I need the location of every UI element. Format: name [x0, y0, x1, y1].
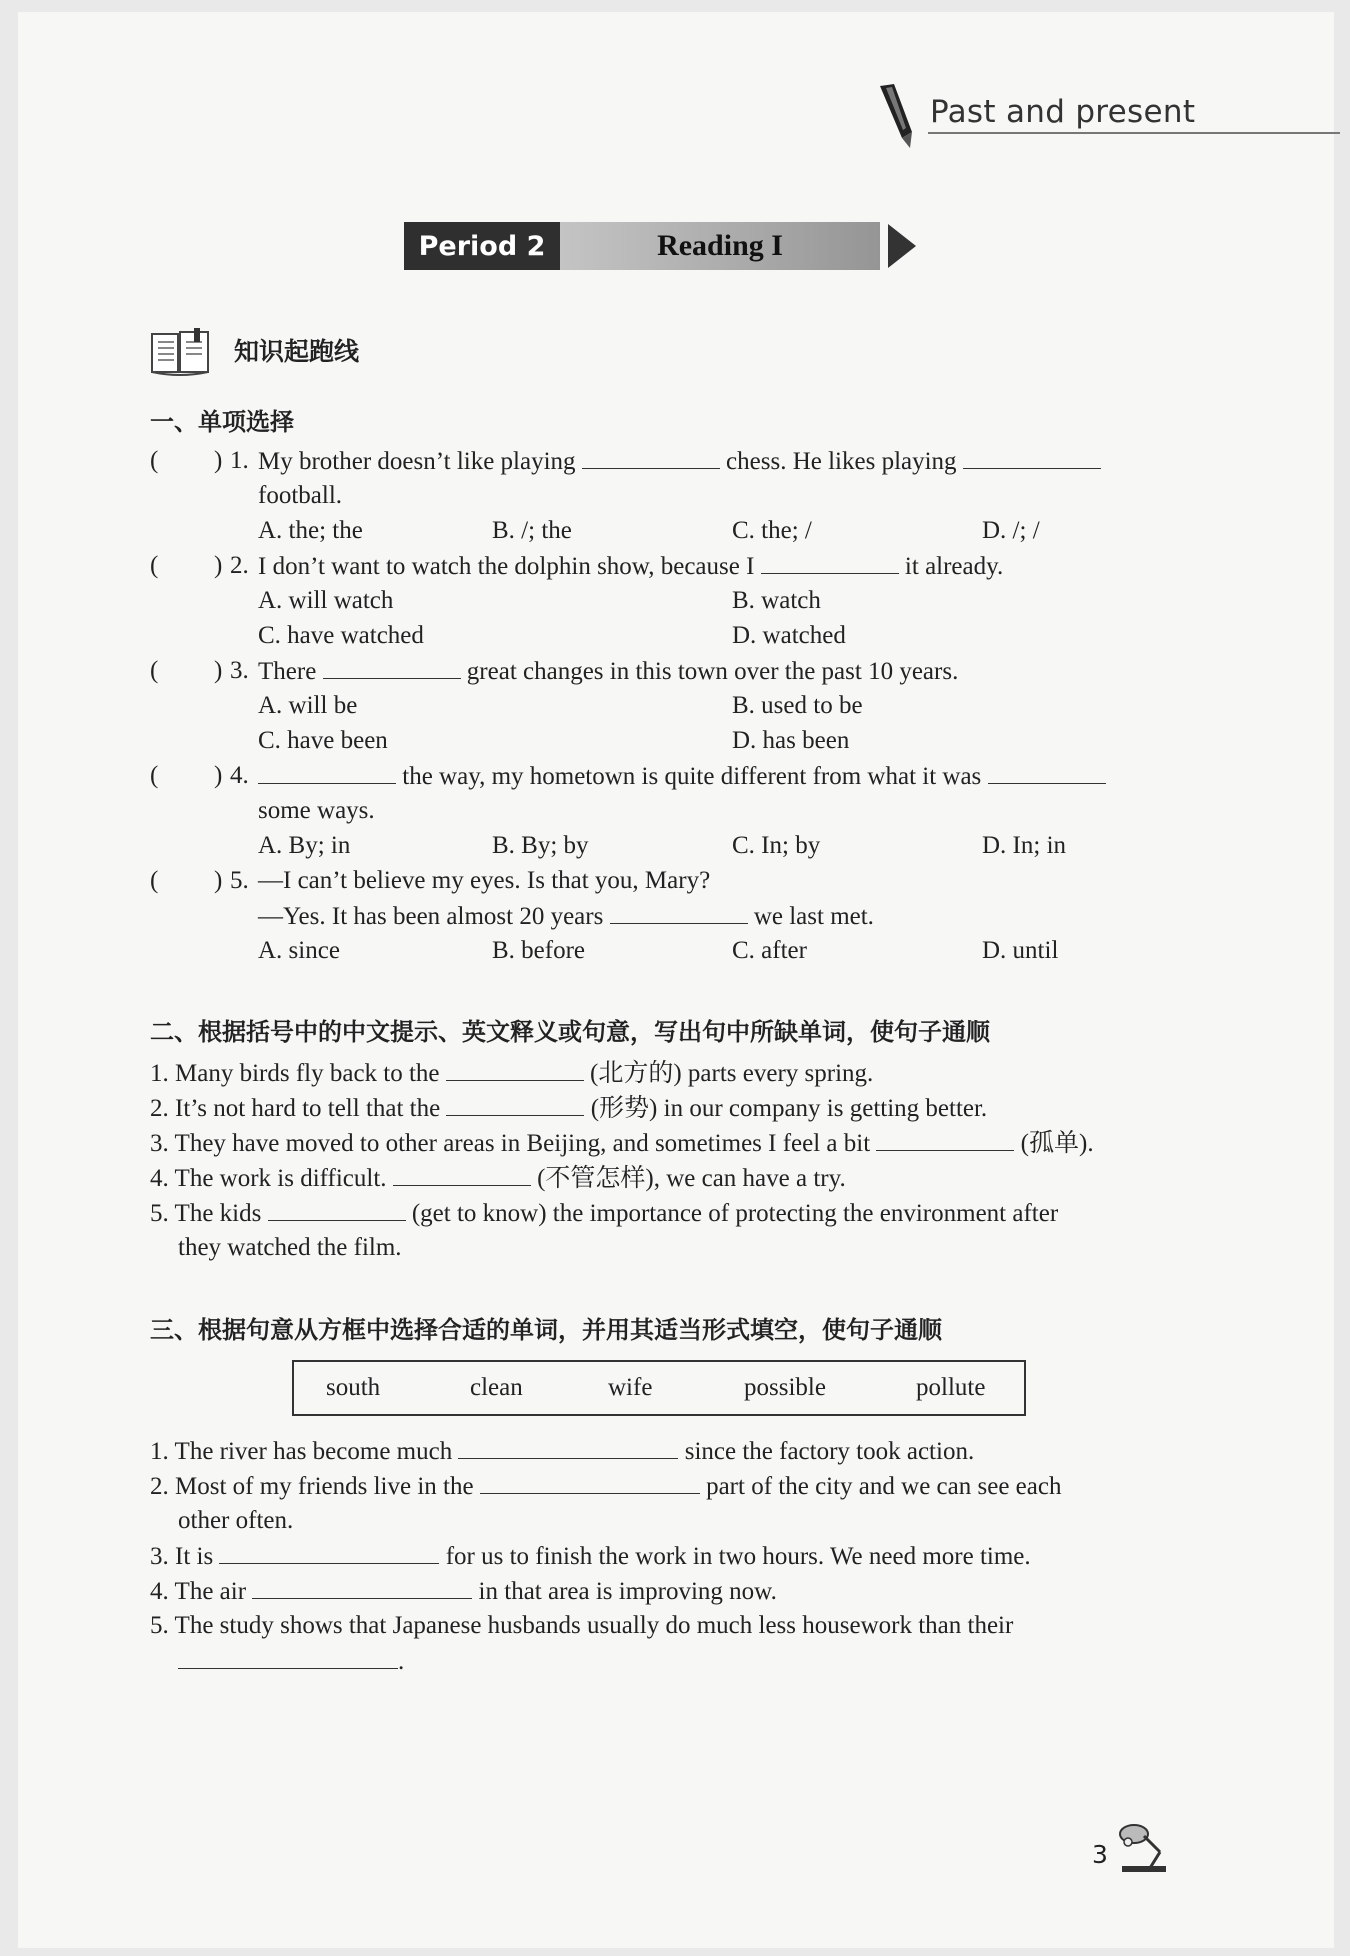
- word-item-1: 1. The river has become much since the factory took action.: [150, 1434, 974, 1469]
- answer-blank[interactable]: [393, 1161, 531, 1186]
- arrow-right-icon: [886, 222, 918, 270]
- question-stem: There great changes in this town over the past 10 years.: [258, 654, 958, 689]
- question-stem-continued: some ways.: [258, 797, 375, 824]
- answer-paren-open: (: [150, 762, 159, 789]
- option-c: C. after: [732, 937, 807, 964]
- answer-blank[interactable]: [219, 1539, 439, 1564]
- option-a: A. will watch: [258, 587, 394, 614]
- question-number: 3.: [230, 657, 249, 684]
- option-c: C. In; by: [732, 832, 821, 859]
- book-icon: [150, 328, 212, 378]
- desk-lamp-icon: [1116, 1818, 1172, 1874]
- word-bank-item: pollute: [916, 1374, 986, 1401]
- pen-icon: [872, 82, 920, 152]
- word-bank-item: south: [326, 1374, 381, 1401]
- answer-blank[interactable]: [323, 654, 461, 679]
- answer-blank[interactable]: [582, 444, 720, 469]
- answer-blank[interactable]: [446, 1091, 584, 1116]
- fill-item-5: 5. The kids (get to know) the importance of protecting the environment after: [150, 1196, 1058, 1231]
- option-d: D. has been: [732, 727, 850, 754]
- fill-item-3: 3. They have moved to other areas in Beijing, and sometimes I feel a bit (孤单).: [150, 1126, 1094, 1161]
- fill-item-5-continued: they watched the film.: [178, 1234, 402, 1261]
- question-stem-continued: football.: [258, 482, 343, 509]
- answer-blank[interactable]: [480, 1469, 700, 1494]
- section-title: 知识起跑线: [234, 337, 360, 366]
- option-d: D. In; in: [982, 832, 1067, 859]
- question-number: 1.: [230, 447, 249, 474]
- answer-blank[interactable]: [761, 549, 899, 574]
- part1-title: 一、单项选择: [150, 408, 294, 436]
- part3-title: 三、根据句意从方框中选择合适的单词，并用其适当形式填空，使句子通顺: [150, 1316, 942, 1344]
- answer-paren-close: ): [214, 447, 223, 474]
- part2-title: 二、根据括号中的中文提示、英文释义或句意，写出句中所缺单词，使句子通顺: [150, 1018, 990, 1046]
- answer-blank[interactable]: [458, 1434, 678, 1459]
- header-divider: [928, 132, 1340, 134]
- answer-paren-close: ): [214, 867, 223, 894]
- answer-blank[interactable]: [876, 1126, 1014, 1151]
- answer-paren-open: (: [150, 552, 159, 579]
- lesson-label: Reading I: [560, 222, 880, 270]
- option-b: B. By; by: [492, 832, 589, 859]
- option-b: B. used to be: [732, 692, 863, 719]
- option-a: A. By; in: [258, 832, 351, 859]
- option-a: A. the; the: [258, 517, 363, 544]
- option-d: D. /; /: [982, 517, 1040, 544]
- question-1: [150, 444, 158, 478]
- question-number: 2.: [230, 552, 249, 579]
- fill-item-1: 1. Many birds fly back to the (北方的) parts every spring.: [150, 1056, 873, 1091]
- answer-blank[interactable]: [446, 1056, 584, 1081]
- answer-paren-close: ): [214, 657, 223, 684]
- option-c: C. the; /: [732, 517, 812, 544]
- word-bank-item: possible: [744, 1374, 826, 1401]
- option-b: B. before: [492, 937, 586, 964]
- word-item-3: 3. It is for us to finish the work in two hours. We need more time.: [150, 1539, 1031, 1574]
- answer-blank[interactable]: [988, 759, 1106, 784]
- page-number: 3: [1092, 1840, 1108, 1869]
- fill-item-4: 4. The work is difficult. (不管怎样), we can have a try.: [150, 1161, 846, 1196]
- question-stem-continued: —Yes. It has been almost 20 years we last met.: [258, 899, 874, 934]
- option-c: C. have watched: [258, 622, 424, 649]
- answer-paren-close: ): [214, 762, 223, 789]
- word-box: [292, 1360, 1026, 1416]
- answer-paren-open: (: [150, 657, 159, 684]
- unit-title: Past and present: [930, 94, 1196, 130]
- option-a: A. will be: [258, 692, 358, 719]
- question-stem: —I can’t believe my eyes. Is that you, Mary?: [258, 867, 711, 894]
- word-bank-item: clean: [470, 1374, 523, 1401]
- answer-blank[interactable]: [252, 1574, 472, 1599]
- answer-blank[interactable]: [178, 1644, 398, 1669]
- word-item-5-continued: .: [178, 1644, 404, 1679]
- word-item-2-continued: other often.: [178, 1507, 294, 1534]
- option-d: D. until: [982, 937, 1059, 964]
- answer-paren-close: ): [214, 552, 223, 579]
- question-number: 4.: [230, 762, 249, 789]
- question-stem: the way, my hometown is quite different from what it was: [258, 759, 1106, 794]
- answer-blank[interactable]: [610, 899, 748, 924]
- answer-blank[interactable]: [258, 759, 396, 784]
- option-c: C. have been: [258, 727, 388, 754]
- option-d: D. watched: [732, 622, 846, 649]
- answer-paren-open: (: [150, 867, 159, 894]
- word-bank-item: wife: [608, 1374, 653, 1401]
- period-label: Period 2: [404, 222, 560, 270]
- question-stem: I don’t want to watch the dolphin show, because I it already.: [258, 549, 1003, 584]
- option-b: B. /; the: [492, 517, 572, 544]
- answer-blank[interactable]: [963, 444, 1101, 469]
- option-a: A. since: [258, 937, 340, 964]
- word-item-2: 2. Most of my friends live in the part of the city and we can see each: [150, 1469, 1061, 1504]
- word-item-5: 5. The study shows that Japanese husbands usually do much less housework than their: [150, 1612, 1014, 1639]
- option-b: B. watch: [732, 587, 821, 614]
- answer-paren-open: (: [150, 447, 159, 474]
- answer-blank[interactable]: [268, 1196, 406, 1221]
- question-stem: My brother doesn’t like playing chess. He likes playing: [258, 444, 1101, 479]
- question-number: 5.: [230, 867, 249, 894]
- fill-item-2: 2. It’s not hard to tell that the (形势) in our company is getting better.: [150, 1091, 987, 1126]
- word-item-4: 4. The air in that area is improving now.: [150, 1574, 777, 1609]
